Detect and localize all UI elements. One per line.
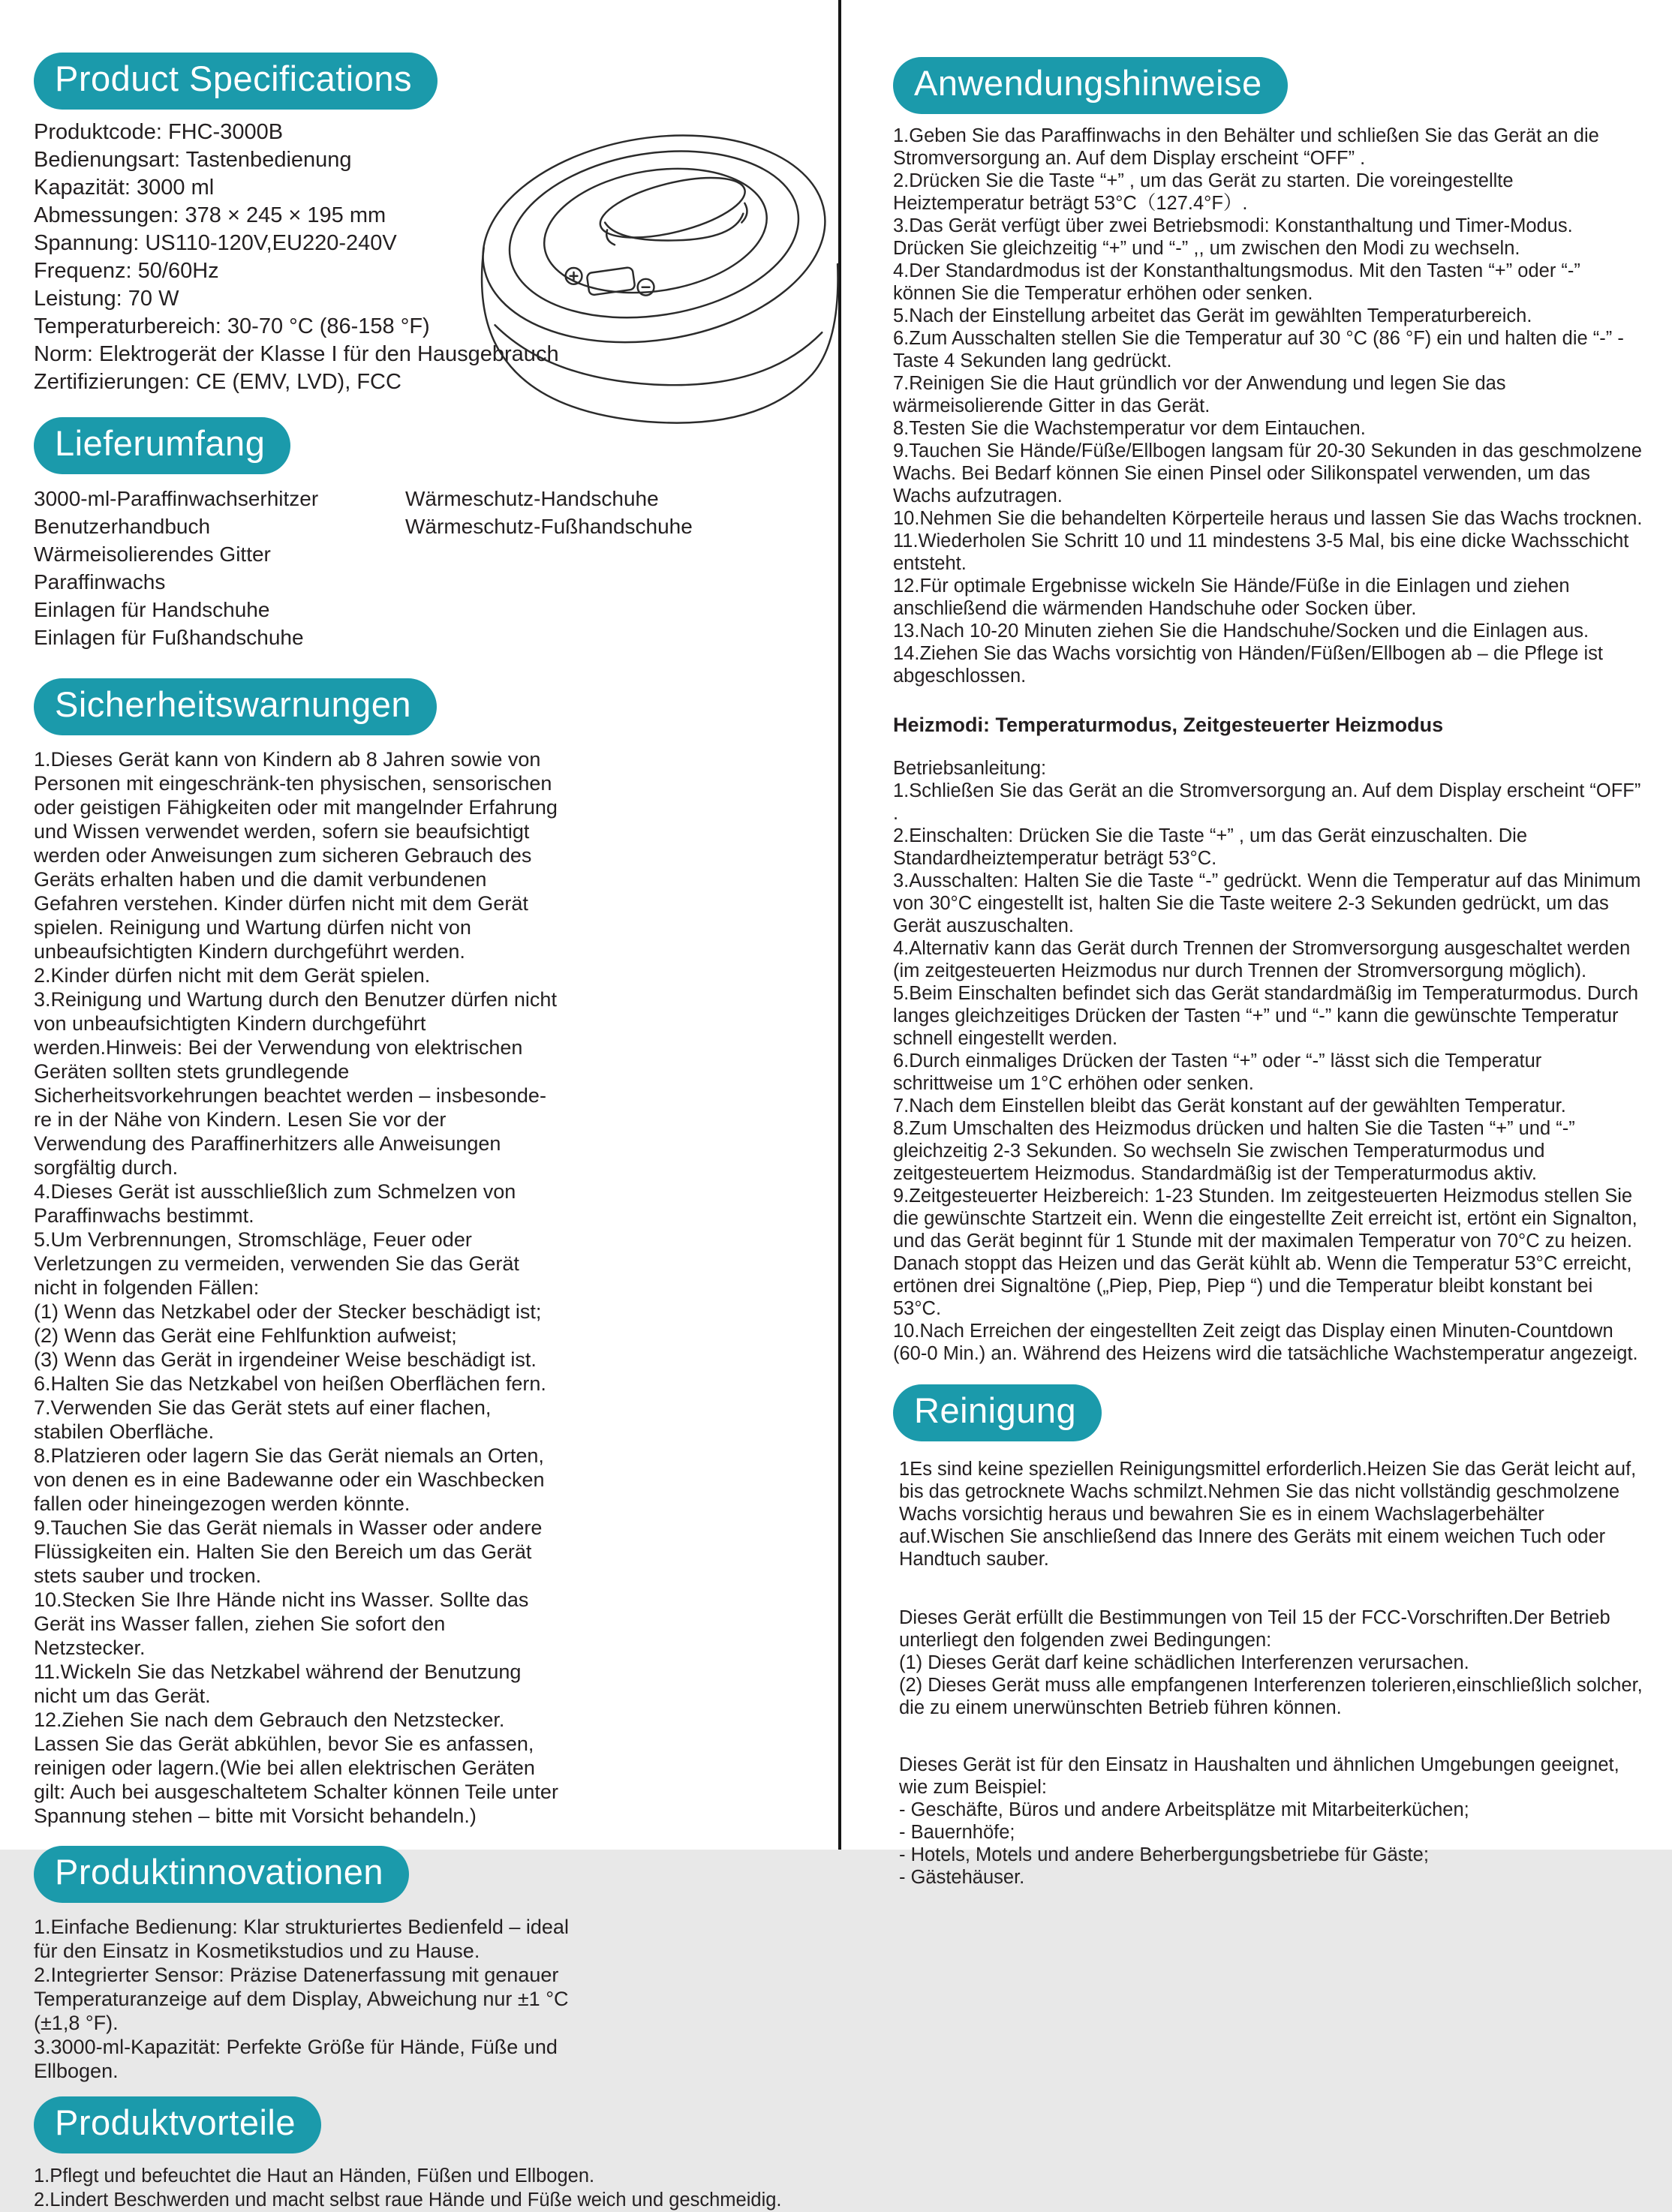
paragraph: 2.Integrierter Sensor: Präzise Datenerfassung mit genauer Temperaturanzeige auf dem Display, Abweichung nur ±1 °C (±1,8 °F). bbox=[34, 1964, 569, 2035]
list-item: Benutzerhandbuch bbox=[34, 515, 211, 539]
paragraph: 1.Dieses Gerät kann von Kindern ab 8 Jahren sowie von Personen mit eingeschränk-ten physischen, sensorischen oder geistigen Fähigkeiten oder mit mangelnder Erfahrung und Wissen verwendet werden, sofern sie beaufsichtigt werden oder Anweisungen zum sicheren Gebrauch des Geräts erhalten haben und die damit verbundenen Gefahren verstehen. Kinder dürfen nicht mit dem Gerät spielen. Reinigung und Wartung dürfen nicht von unbeaufsichtigten Kindern durchgeführt werden. bbox=[34, 748, 558, 963]
list-item: Wärmeschutz-Handschuhe bbox=[405, 487, 659, 511]
paragraph: - Bauernhöfe; bbox=[899, 1822, 1015, 1844]
usage-instructions-list bbox=[893, 125, 1643, 687]
spec-line: Abmessungen: 378 × 245 × 195 mm bbox=[34, 203, 386, 228]
paragraph: 10.Nach Erreichen der eingestellten Zeit zeigt das Display einen Minuten-Countdown (60-0 Min.) an. Während des Heizens wird die tatsächliche Wachstemperatur angezeigt. bbox=[893, 1321, 1638, 1365]
section-title-anwendungshinweise: Anwendungshinweise bbox=[893, 57, 1288, 114]
section-title-produktinnovationen: Produktinnovationen bbox=[34, 1846, 409, 1903]
paragraph: 8.Platzieren oder lagern Sie das Gerät niemals an Orten, von denen es in eine Badewanne oder ein Waschbecken fallen oder hineingezogen werden könnte. bbox=[34, 1444, 545, 1516]
paragraph: 10.Nehmen Sie die behandelten Körperteile heraus und lassen Sie das Wachs trocknen. bbox=[893, 508, 1643, 530]
paragraph: 7.Verwenden Sie das Gerät stets auf einer flachen, stabilen Oberfläche. bbox=[34, 1396, 492, 1444]
paragraph: 2.Lindert Beschwerden und macht selbst raue Hände und Füße weich und geschmeidig. bbox=[34, 2189, 782, 2211]
list-item: Paraffinwachs bbox=[34, 570, 166, 594]
spec-line: Leistung: 70 W bbox=[34, 287, 179, 311]
heating-modes-heading: Heizmodi: Temperaturmodus, Zeitgesteuerter Heizmodus bbox=[893, 714, 1444, 737]
section-title-sicherheitswarnungen: Sicherheitswarnungen bbox=[34, 678, 437, 735]
list-item: Wärmeschutz-Fußhandschuhe bbox=[405, 515, 693, 539]
fcc-compliance-section bbox=[893, 1606, 1643, 1719]
paragraph: 12.Ziehen Sie nach dem Gebrauch den Netzstecker. Lassen Sie das Gerät abkühlen, bevor Sie es anfassen, reinigen oder lagern.(Wie bei allen elektrischen Geräten gilt: Auch bei ausgeschaltetem Schalter können Teile unter Spannung stehen – bitte mit Vorsicht behandeln.) bbox=[34, 1709, 558, 1828]
paragraph: - Hotels, Motels und andere Beherbergungsbetriebe für Gäste; bbox=[899, 1844, 1429, 1866]
paragraph: 8.Testen Sie die Wachstemperatur vor dem Eintauchen. bbox=[893, 418, 1366, 440]
paragraph: 1.Pflegt und befeuchtet die Haut an Händen, Füßen und Ellbogen. bbox=[34, 2165, 595, 2187]
paragraph: 5.Nach der Einstellung arbeitet das Gerät im gewählten Temperaturbereich. bbox=[893, 305, 1532, 327]
paragraph: 4.Alternativ kann das Gerät durch Trennen der Stromversorgung ausgeschaltet werden (im zeitgesteuerten Heizmodus nur durch Trennen der Stromversorgung möglich). bbox=[893, 938, 1631, 982]
paragraph: (1) Wenn das Netzkabel oder der Stecker beschädigt ist; bbox=[34, 1300, 542, 1324]
paragraph: 4.Dieses Gerät ist ausschließlich zum Schmelzen von Paraffinwachs bestimmt. bbox=[34, 1180, 516, 1228]
paragraph: 3.Ausschalten: Halten Sie die Taste “-” gedrückt. Wenn die Temperatur auf das Minimum von 30°C eingestellt ist, halten Sie die Taste weitere 2-3 Sekunden gedrückt, um das Gerät auszuschalten. bbox=[893, 870, 1641, 937]
paraffin-heater-illustration bbox=[459, 96, 846, 434]
section-title-reinigung: Reinigung bbox=[893, 1384, 1102, 1441]
household-use-section bbox=[893, 1754, 1643, 1889]
paragraph: 13.Nach 10-20 Minuten ziehen Sie die Handschuhe/Socken und die Einlagen aus. bbox=[893, 621, 1589, 642]
paragraph: (2) Dieses Gerät muss alle empfangenen Interferenzen tolerieren,einschließlich solcher, die zu einem unerwünschten Betrieb führen können. bbox=[899, 1675, 1643, 1719]
paragraph: 9.Tauchen Sie Hände/Füße/Ellbogen langsam für 20-30 Sekunden in das geschmolzene Wachs. Bei Bedarf können Sie einen Pinsel oder Silikonspatel verwenden, um das Wachs aufzutragen. bbox=[893, 440, 1642, 507]
paragraph: (1) Dieses Gerät darf keine schädlichen Interferenzen verursachen. bbox=[899, 1652, 1469, 1674]
paragraph: (2) Wenn das Gerät eine Fehlfunktion aufweist; bbox=[34, 1324, 457, 1348]
device-body-outline bbox=[482, 248, 838, 422]
paragraph: Dieses Gerät ist für den Einsatz in Haushalten und ähnlichen Umgebungen geeignet, wie zum Beispiel: bbox=[899, 1754, 1619, 1799]
spec-line: Kapazität: 3000 ml bbox=[34, 176, 215, 200]
lieferumfang-lists bbox=[34, 485, 822, 651]
section-title-produktvorteile: Produktvorteile bbox=[34, 2096, 321, 2153]
spec-line: Spannung: US110-120V,EU220-240V bbox=[34, 231, 397, 256]
section-title-product-specifications: Product Specifications bbox=[34, 53, 438, 110]
spec-line: Norm: Elektrogerät der Klasse I für den Hausgebrauch bbox=[34, 342, 559, 367]
paragraph: 5.Beim Einschalten befindet sich das Gerät standardmäßig im Temperaturmodus. Durch langes gleichzeitiges Drücken der Tasten “+” und “-” kann die gewünschte Temperatur schnell eingestellt werden. bbox=[893, 983, 1639, 1050]
paragraph: (3) Wenn das Gerät in irgendeiner Weise beschädigt ist. bbox=[34, 1348, 537, 1372]
safety-warnings-list bbox=[34, 747, 559, 1828]
paragraph: 8.Zum Umschalten des Heizmodus drücken und halten Sie die Tasten “+” und “-” gleichzeitig 2-3 Sekunden. So wechseln Sie zwischen Temperaturmodus und zeitgesteuertem Heizmodus. Standardmäßig ist der Temperaturmodus aktiv. bbox=[893, 1118, 1575, 1185]
device-outer-rim bbox=[468, 112, 840, 365]
spec-line: Frequenz: 50/60Hz bbox=[34, 259, 219, 284]
heating-modes-subheading: Betriebsanleitung: bbox=[893, 758, 1047, 780]
spec-line: Produktcode: FHC-3000B bbox=[34, 120, 284, 145]
right-column bbox=[893, 0, 1643, 1889]
cleaning-section bbox=[893, 1458, 1643, 1570]
paragraph: 7.Nach dem Einstellen bleibt das Gerät konstant auf der gewählten Temperatur. bbox=[893, 1095, 1566, 1117]
paragraph: 1.Schließen Sie das Gerät an die Stromversorgung an. Auf dem Display erscheint “OFF” . bbox=[893, 780, 1641, 825]
paragraph: 6.Durch einmaliges Drücken der Tasten “+” oder “-” lässt sich die Temperatur schrittweise um 1°C erhöhen oder senken. bbox=[893, 1050, 1542, 1095]
paragraph: 9.Zeitgesteuerter Heizbereich: 1-23 Stunden. Im zeitgesteuerten Heizmodus stellen Sie die gewünschte Startzeit ein. Wenn die eingestellte Zeit erreicht ist, ertönt ein Signalton, und das Gerät beginnt für 1 Stunde mit der maximalen Temperatur von 70°C zu heizen. Danach stoppt das Heizen und das Gerät kühlt ab. Wenn die Temperatur 53°C erreicht, ertönen drei Signaltöne („Piep, Piep, Piep “) und die Temperatur bleibt konstant bei 53°C. bbox=[893, 1186, 1637, 1320]
paragraph: 3.Das Gerät verfügt über zwei Betriebsmodi: Konstanthaltung und Timer-Modus. Drücken Sie gleichzeitig “+” und “-” ,, um zwischen den Modi zu wechseln. bbox=[893, 215, 1573, 260]
list-item: Einlagen für Fußhandschuhe bbox=[34, 626, 304, 650]
lieferumfang-column-1 bbox=[34, 485, 405, 651]
paragraph: 14.Ziehen Sie das Wachs vorsichtig von Händen/Füßen/Ellbogen ab – die Pflege ist abgeschlossen. bbox=[893, 643, 1603, 687]
product-innovations-list bbox=[34, 1915, 574, 2083]
spec-line: Zertifizierungen: CE (EMV, LVD), FCC bbox=[34, 370, 401, 395]
paragraph: 11.Wiederholen Sie Schritt 10 und 11 mindestens 3-5 Mal, bis eine dicke Wachsschicht entsteht. bbox=[893, 530, 1629, 575]
paragraph: 2.Einschalten: Drücken Sie die Taste “+” , um das Gerät einzuschalten. Die Standardheiztemperatur beträgt 53°C. bbox=[893, 825, 1527, 870]
list-item: 3000-ml-Paraffinwachserhitzer bbox=[34, 487, 319, 511]
device-body-contour bbox=[495, 325, 822, 385]
paragraph: 11.Wickeln Sie das Netzkabel während der Benutzung nicht um das Gerät. bbox=[34, 1661, 522, 1708]
paragraph: 1Es sind keine speziellen Reinigungsmittel erforderlich.Heizen Sie das Gerät leicht auf, bis das getrocknete Wachs schmilzt.Nehmen Sie das nicht vollständig geschmolzene Wachs vorsichtig heraus und bewahren Sie es in einem Wachslagerbehälter auf.Wischen Sie anschließend das Innere des Geräts mit einem weichen Tuch oder Handtuch sauber. bbox=[899, 1459, 1637, 1570]
paragraph: 2.Kinder dürfen nicht mit dem Gerät spielen. bbox=[34, 964, 431, 987]
list-item: Wärmeisolierendes Gitter bbox=[34, 542, 271, 567]
heating-instructions-list bbox=[893, 780, 1643, 1365]
paragraph: - Geschäfte, Büros und andere Arbeitsplätze mit Mitarbeiterküchen; bbox=[899, 1799, 1469, 1821]
paragraph: 2.Drücken Sie die Taste “+” , um das Gerät zu starten. Die voreingestellte Heiztemperatur beträgt 53°C（127.4°F）. bbox=[893, 170, 1514, 215]
paragraph: - Gästehäuser. bbox=[899, 1867, 1025, 1889]
product-benefits-list bbox=[34, 2164, 814, 2212]
section-title-lieferumfang: Lieferumfang bbox=[34, 417, 290, 474]
paragraph: 6.Zum Ausschalten stellen Sie die Temperatur auf 30 °C (86 °F) ein und halten die “-” -Taste 4 Sekunden lang gedrückt. bbox=[893, 328, 1624, 372]
lieferumfang-column-2 bbox=[405, 485, 780, 651]
paragraph: 3.3000-ml-Kapazität: Perfekte Größe für Hände, Füße und Ellbogen. bbox=[34, 2036, 558, 2083]
paragraph: 7.Reinigen Sie die Haut gründlich vor der Anwendung und legen Sie das wärmeisolierende Gitter in das Gerät. bbox=[893, 373, 1506, 417]
spec-line: Bedienungsart: Tastenbedienung bbox=[34, 148, 352, 173]
paragraph: 1.Einfache Bedienung: Klar strukturiertes Bedienfeld – ideal für den Einsatz in Kosmetikstudios und zu Hause. bbox=[34, 1916, 569, 1963]
paragraph: 9.Tauchen Sie das Gerät niemals in Wasser oder andere Flüssigkeiten ein. Halten Sie den Bereich um das Gerät stets sauber und trocken. bbox=[34, 1516, 543, 1588]
paragraph: 12.Für optimale Ergebnisse wickeln Sie Hände/Füße in die Einlagen und ziehen anschließend die wärmenden Handschuhe oder Socken über. bbox=[893, 576, 1570, 620]
paragraph: 10.Stecken Sie Ihre Hände nicht ins Wasser. Sollte das Gerät ins Wasser fallen, ziehen Sie sofort den Netzstecker. bbox=[34, 1588, 529, 1660]
paragraph: 3.Reinigung und Wartung durch den Benutzer dürfen nicht von unbeaufsichtigten Kindern durchgeführt werden.Hinweis: Bei der Verwendung von elektrischen Geräten sollten stets grundlegende Sicherheitsvorkehrungen beachtet werden – insbesonde-re in der Nähe von Kindern. Lesen Sie vor der Verwendung des Paraffinerhitzers alle Anweisungen sorgfältig durch. bbox=[34, 988, 557, 1180]
paragraph: 6.Halten Sie das Netzkabel von heißen Oberflächen fern. bbox=[34, 1372, 546, 1396]
list-item: Einlagen für Handschuhe bbox=[34, 598, 270, 622]
paragraph: Dieses Gerät erfüllt die Bestimmungen von Teil 15 der FCC-Vorschriften.Der Betrieb unterliegt den folgenden zwei Bedingungen: bbox=[899, 1607, 1610, 1651]
paragraph: 5.Um Verbrennungen, Stromschläge, Feuer oder Verletzungen zu vermeiden, verwenden Sie das Gerät nicht in folgenden Fällen: bbox=[34, 1228, 519, 1300]
paragraph: 1.Geben Sie das Paraffinwachs in den Behälter und schließen Sie das Gerät an die Stromversorgung an. Auf dem Display erscheint “OFF” . bbox=[893, 125, 1599, 170]
paragraph: 4.Der Standardmodus ist der Konstanthaltungsmodus. Mit den Tasten “+” oder “-” können Sie die Temperatur erhöhen oder senken. bbox=[893, 260, 1580, 305]
spec-line: Temperaturbereich: 30-70 °C (86-158 °F) bbox=[34, 314, 430, 339]
